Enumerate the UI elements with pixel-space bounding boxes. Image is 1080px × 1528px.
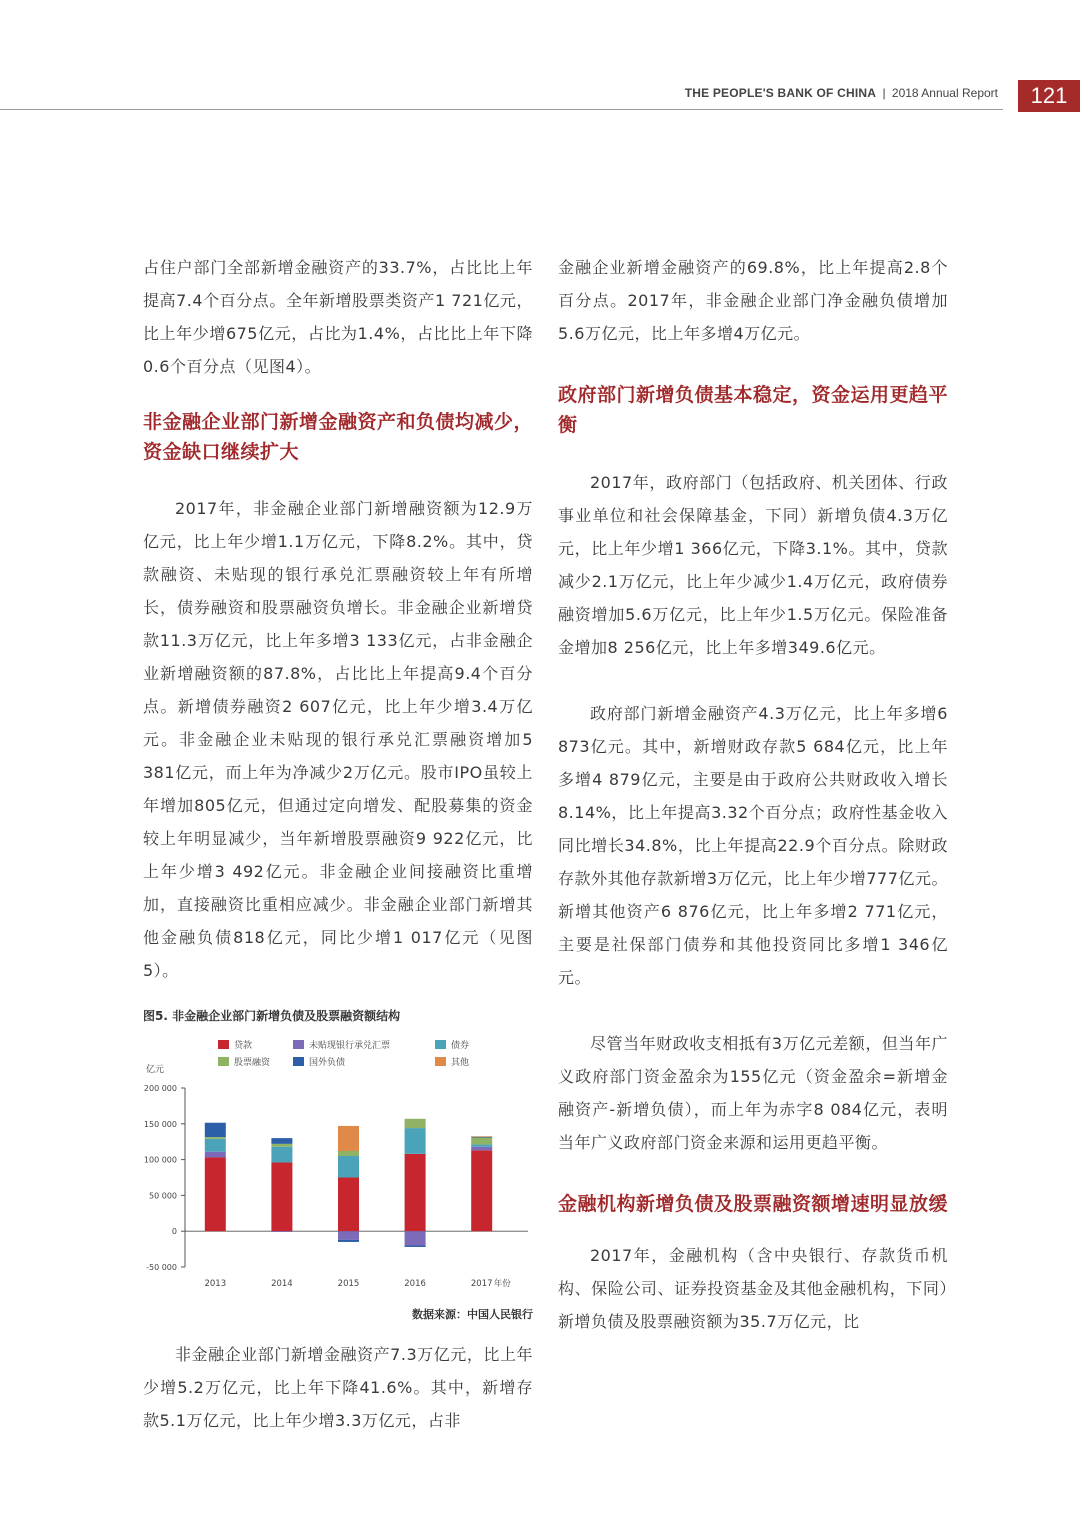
bar-segment: [338, 1178, 359, 1232]
bar-segment: [471, 1145, 492, 1147]
bar-segment: [205, 1152, 226, 1158]
running-header: [685, 86, 998, 100]
figure-source: 数据来源：中国人民银行: [412, 1308, 533, 1321]
left-para-1: 占住户部门全部新增金融资产的33.7%，占比比上年提高7.4个百分点。全年新增股票类资产1 721亿元，比上年少增675亿元，占比为1.4%，占比比上年下降0.6个百分点（见图4）。: [143, 258, 533, 376]
legend-item-foreign: 国外负债: [293, 1055, 345, 1068]
x-axis-title: 年份: [493, 1279, 511, 1289]
x-tick-label: 2016: [404, 1279, 426, 1289]
bar-segment: [471, 1150, 492, 1231]
bar-segment: [405, 1119, 426, 1128]
legend-swatch-foreign: [293, 1057, 304, 1066]
bar-segment: [405, 1154, 426, 1231]
header-report: 2018 Annual Report: [891, 86, 998, 100]
chart-legend: [143, 1038, 533, 1078]
right-column: [558, 251, 948, 1338]
right-heading-1: 政府部门新增负债基本稳定，资金运用更趋平衡: [558, 384, 949, 436]
bar-segment: [271, 1231, 292, 1232]
bar-segment: [405, 1128, 426, 1154]
y-tick-label: 0: [171, 1227, 177, 1237]
legend-swatch-loans: [218, 1040, 229, 1049]
header-org: THE PEOPLE'S BANK OF CHINA: [684, 86, 877, 100]
header-separator: |: [882, 86, 886, 100]
x-tick-label: 2017: [470, 1279, 493, 1289]
legend-item-loans: 贷款: [218, 1038, 252, 1051]
bar-segment: [338, 1126, 359, 1151]
right-para-4: 尽管当年财政收支相抵有3万亿元差额，但当年广义政府部门资金盈余为155亿元（资金盈余=新增金融资产-新增负债），而上年为赤字8 084亿元，表明当年广义政府部门资金来源和运用更趋平衡。: [558, 1034, 948, 1152]
y-tick-label: 50 000: [149, 1191, 177, 1201]
legend-item-other: 其他: [435, 1055, 469, 1068]
legend-item-bills: 未贴现银行承兑汇票: [293, 1038, 390, 1051]
y-unit-label: 亿元: [146, 1065, 165, 1075]
bar-segment: [471, 1137, 492, 1144]
bar-segment: [271, 1147, 292, 1163]
right-para-1: 金融企业新增金融资产的69.8%，比上年提高2.8个百分点。2017年，非金融企业部门净金融负债增加5.6万亿元，比上年多增4万亿元。: [558, 258, 948, 343]
x-tick-label: 2015: [337, 1279, 360, 1289]
bar-segment: [271, 1138, 292, 1144]
left-heading-1: 非金融企业部门新增金融资产和负债均减少，资金缺口继续扩大: [143, 411, 534, 463]
bar-segment: [405, 1246, 426, 1247]
y-tick-label: 100 000: [143, 1155, 177, 1165]
bar-segment: [271, 1144, 292, 1147]
bar-segment: [405, 1231, 426, 1245]
legend-item-bonds: 债券: [435, 1038, 469, 1051]
figure-title: 图5. 非金融企业部门新增负债及股票融资额结构: [143, 1009, 401, 1023]
bar-segment: [471, 1147, 492, 1151]
legend-swatch-other: [435, 1057, 446, 1066]
right-para-5: 2017年，金融机构（含中央银行、存款货币机构、保险公司、证券投资基金及其他金融机构，下同）新增负债及股票融资额为35.7万亿元，比: [558, 1246, 948, 1331]
header-rule: [0, 109, 1003, 110]
bar-segment: [205, 1139, 226, 1152]
y-tick-label: 200 000: [143, 1084, 177, 1093]
bar-segment: [338, 1151, 359, 1156]
bar-segment: [338, 1231, 359, 1240]
bar-segment: [271, 1162, 292, 1231]
right-para-3: 政府部门新增金融资产4.3万亿元，比上年多增6 873亿元。其中，新增财政存款5 684亿元，比上年多增4 879亿元，主要是由于政府公共财政收入增长8.14%，比上年提高3.32个百分点；政府性基金收入同比增长34.8%，比上年提高22.9个百分点。除财政存款外其他存款新增3万亿元，比上年少增777亿元。新增其他资产6 876亿元，比上年多增2 771亿元，主要是社保部门债券和其他投资同比多增1 346亿元。: [558, 704, 948, 987]
right-heading-2: 金融机构新增负债及股票融资额增速明显放缓: [558, 1193, 949, 1215]
legend-swatch-equity: [218, 1057, 229, 1066]
left-column: [143, 251, 533, 1437]
chart-svg: [143, 1078, 533, 1308]
figure-5: [143, 1007, 533, 1322]
bar-segment: [471, 1137, 492, 1138]
legend-swatch-bills: [293, 1040, 304, 1049]
bar-segment: [471, 1136, 492, 1137]
x-tick-label: 2014: [271, 1279, 293, 1289]
y-tick-label: 150 000: [143, 1119, 177, 1129]
chart: [143, 1038, 533, 1308]
bar-segment: [338, 1240, 359, 1242]
legend-swatch-bonds: [435, 1040, 446, 1049]
right-para-2: 2017年，政府部门（包括政府、机关团体、行政事业单位和社会保障基金，下同）新增负债4.3万亿元，比上年少增1 366亿元，下降3.1%。其中，贷款减少2.1万亿元，比上年少减少1.4万亿元，政府债券融资增加5.6万亿元，比上年少1.5万亿元。保险准备金增加8 256亿元，比上年多增349.6亿元。: [558, 473, 948, 657]
bar-segment: [205, 1123, 226, 1137]
left-para-3: 非金融企业部门新增金融资产7.3万亿元，比上年少增5.2万亿元，比上年下降41.6%。其中，新增存款5.1万亿元，比上年少增3.3万亿元，占非: [143, 1345, 533, 1430]
y-tick-label: -50 000: [146, 1263, 177, 1272]
bar-segment: [338, 1156, 359, 1177]
bar-segment: [205, 1137, 226, 1139]
bar-segment: [205, 1157, 226, 1231]
page-number: 121: [1018, 80, 1080, 112]
x-tick-label: 2013: [204, 1279, 227, 1289]
legend-item-equity: 股票融资: [218, 1055, 270, 1068]
left-para-2: 2017年，非金融企业部门新增融资额为12.9万亿元，比上年少增1.1万亿元，下降8.2%。其中，贷款融资、未贴现的银行承兑汇票融资较上年有所增长，债券融资和股票融资负增长。非金融企业新增贷款11.3万亿元，比上年多增3 133亿元，占非金融企业新增融资额的87.8%，占比比上年提高9.4个百分点。新增债券融资2 607亿元，比上年少增3.4万亿元。非金融企业未贴现的银行承兑汇票融资增加5 381亿元，而上年为净减少2万亿元。股市IPO虽较上年增加805亿元，但通过定向增发、配股募集的资金较上年明显减少，当年新增股票融资9 922亿元，比上年少增3 492亿元。非金融企业间接融资比重增加，直接融资比重相应减少。非金融企业部门新增其他金融负债818亿元，同比少增1 017亿元（见图5）。: [143, 499, 533, 980]
